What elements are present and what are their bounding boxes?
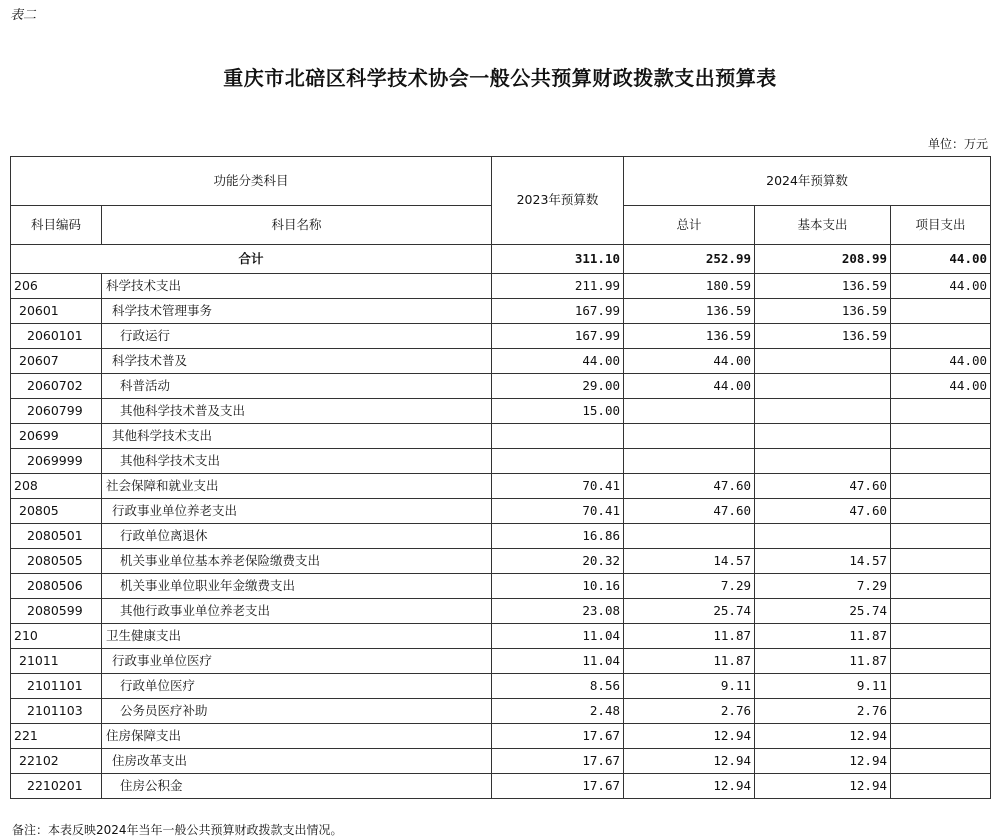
table-row: [11, 349, 991, 374]
document-title: 重庆市北碚区科学技术协会一般公共预算财政拨款支出预算表: [223, 66, 777, 90]
table-number: 表二: [10, 8, 37, 23]
cell-name: 科学技术管理事务: [102, 299, 492, 324]
total-2024-project: 44.00: [891, 245, 991, 274]
cell-2024-project: [891, 524, 991, 549]
cell-name: 住房改革支出: [102, 749, 492, 774]
table-row: [11, 699, 991, 724]
cell-name: 机关事业单位基本养老保险缴费支出: [102, 549, 492, 574]
cell-2024-basic: 11.87: [755, 649, 891, 674]
header-row-1: [11, 157, 991, 206]
cell-code: 2069999: [11, 449, 102, 474]
cell-2023: 29.00: [492, 374, 624, 399]
cell-2023: 16.86: [492, 524, 624, 549]
cell-2024-project: [891, 424, 991, 449]
cell-2024-basic: 12.94: [755, 774, 891, 799]
cell-code: 20607: [11, 349, 102, 374]
cell-2024-total: 25.74: [624, 599, 755, 624]
total-2024-total: 252.99: [624, 245, 755, 274]
table-row: [11, 649, 991, 674]
cell-2024-project: [891, 549, 991, 574]
table-row: [11, 524, 991, 549]
table-row: [11, 674, 991, 699]
table-row: [11, 424, 991, 449]
cell-2024-total: 12.94: [624, 774, 755, 799]
cell-2024-total: 136.59: [624, 324, 755, 349]
header-total: 总计: [624, 206, 755, 245]
cell-2024-basic: 47.60: [755, 474, 891, 499]
cell-2024-total: 11.87: [624, 649, 755, 674]
cell-2024-project: [891, 724, 991, 749]
cell-code: 2080505: [11, 549, 102, 574]
cell-2023: 167.99: [492, 324, 624, 349]
cell-2024-project: 44.00: [891, 374, 991, 399]
cell-name: 其他科学技术支出: [102, 424, 492, 449]
cell-code: 20601: [11, 299, 102, 324]
cell-2024-basic: 136.59: [755, 299, 891, 324]
cell-2024-total: 180.59: [624, 274, 755, 299]
cell-2024-project: [891, 574, 991, 599]
cell-2024-basic: 25.74: [755, 599, 891, 624]
cell-2024-basic: 12.94: [755, 749, 891, 774]
cell-2024-project: [891, 674, 991, 699]
cell-2023: 17.67: [492, 724, 624, 749]
cell-name: 公务员医疗补助: [102, 699, 492, 724]
cell-name: 科普活动: [102, 374, 492, 399]
cell-2024-basic: 2.76: [755, 699, 891, 724]
table-row: [11, 574, 991, 599]
cell-2024-total: [624, 524, 755, 549]
cell-2024-basic: [755, 424, 891, 449]
total-2023: 311.10: [492, 245, 624, 274]
table-row: [11, 374, 991, 399]
table-row: [11, 774, 991, 799]
header-project: 项目支出: [891, 206, 991, 245]
cell-2024-project: [891, 324, 991, 349]
cell-name: 其他科学技术普及支出: [102, 399, 492, 424]
cell-2023: 17.67: [492, 774, 624, 799]
cell-code: 208: [11, 474, 102, 499]
footnote: 备注：本表反映2024年当年一般公共预算财政拨款支出情况。: [12, 823, 343, 837]
cell-2024-project: [891, 699, 991, 724]
header-budget-2024: 2024年预算数: [624, 157, 991, 206]
cell-code: 2060799: [11, 399, 102, 424]
cell-2024-project: [891, 599, 991, 624]
cell-2024-total: 9.11: [624, 674, 755, 699]
table-row: [11, 324, 991, 349]
cell-2024-basic: 136.59: [755, 274, 891, 299]
table-row: [11, 274, 991, 299]
total-2024-basic: 208.99: [755, 245, 891, 274]
cell-2023: 211.99: [492, 274, 624, 299]
cell-name: 住房保障支出: [102, 724, 492, 749]
cell-2023: 70.41: [492, 499, 624, 524]
cell-2023: 15.00: [492, 399, 624, 424]
cell-name: 卫生健康支出: [102, 624, 492, 649]
cell-2024-basic: [755, 349, 891, 374]
cell-2024-total: 7.29: [624, 574, 755, 599]
cell-2024-total: 12.94: [624, 749, 755, 774]
cell-2023: [492, 424, 624, 449]
cell-2024-project: [891, 499, 991, 524]
cell-code: 2060101: [11, 324, 102, 349]
table-row: [11, 724, 991, 749]
cell-name: 行政运行: [102, 324, 492, 349]
cell-2023: 167.99: [492, 299, 624, 324]
cell-name: 科学技术普及: [102, 349, 492, 374]
header-basic: 基本支出: [755, 206, 891, 245]
cell-2024-total: 47.60: [624, 474, 755, 499]
cell-2024-basic: [755, 524, 891, 549]
cell-2024-basic: 136.59: [755, 324, 891, 349]
cell-code: 2101101: [11, 674, 102, 699]
cell-code: 206: [11, 274, 102, 299]
cell-code: 20805: [11, 499, 102, 524]
cell-code: 22102: [11, 749, 102, 774]
cell-2024-basic: [755, 374, 891, 399]
cell-2024-basic: 47.60: [755, 499, 891, 524]
cell-code: 2210201: [11, 774, 102, 799]
cell-name: 住房公积金: [102, 774, 492, 799]
budget-table: [10, 156, 991, 799]
cell-2023: [492, 449, 624, 474]
header-name: 科目名称: [102, 206, 492, 245]
cell-name: 行政事业单位养老支出: [102, 499, 492, 524]
cell-2023: 11.04: [492, 649, 624, 674]
cell-2023: 8.56: [492, 674, 624, 699]
cell-code: 2080599: [11, 599, 102, 624]
cell-2023: 2.48: [492, 699, 624, 724]
cell-2024-basic: 12.94: [755, 724, 891, 749]
table-row: [11, 449, 991, 474]
cell-code: 2080506: [11, 574, 102, 599]
table-row: [11, 499, 991, 524]
cell-2024-project: [891, 624, 991, 649]
cell-code: 2080501: [11, 524, 102, 549]
table-row: [11, 599, 991, 624]
cell-2024-total: 14.57: [624, 549, 755, 574]
cell-2024-project: [891, 649, 991, 674]
cell-name: 行政单位医疗: [102, 674, 492, 699]
cell-2024-project: [891, 449, 991, 474]
cell-2024-total: [624, 449, 755, 474]
cell-2024-project: [891, 749, 991, 774]
cell-2024-basic: [755, 399, 891, 424]
cell-2024-total: 47.60: [624, 499, 755, 524]
cell-2024-total: 44.00: [624, 374, 755, 399]
cell-2023: 17.67: [492, 749, 624, 774]
table-row: [11, 299, 991, 324]
cell-name: 行政单位离退休: [102, 524, 492, 549]
cell-2023: 70.41: [492, 474, 624, 499]
cell-2024-basic: [755, 449, 891, 474]
unit-label: 单位：万元: [927, 137, 988, 151]
cell-2023: 44.00: [492, 349, 624, 374]
cell-2024-project: [891, 399, 991, 424]
cell-code: 221: [11, 724, 102, 749]
cell-2024-basic: 9.11: [755, 674, 891, 699]
cell-2024-total: 136.59: [624, 299, 755, 324]
header-code: 科目编码: [11, 206, 102, 245]
table-row: [11, 474, 991, 499]
cell-2024-basic: 7.29: [755, 574, 891, 599]
cell-2024-project: [891, 299, 991, 324]
cell-name: 科学技术支出: [102, 274, 492, 299]
table-row: [11, 549, 991, 574]
total-row: [11, 245, 991, 274]
cell-2023: 11.04: [492, 624, 624, 649]
cell-name: 社会保障和就业支出: [102, 474, 492, 499]
cell-code: 21011: [11, 649, 102, 674]
cell-2024-total: [624, 399, 755, 424]
cell-2024-basic: 11.87: [755, 624, 891, 649]
header-budget-2023: 2023年预算数: [492, 157, 624, 245]
table-row: [11, 399, 991, 424]
cell-code: 2060702: [11, 374, 102, 399]
cell-name: 其他科学技术支出: [102, 449, 492, 474]
cell-code: 2101103: [11, 699, 102, 724]
cell-2024-total: 12.94: [624, 724, 755, 749]
table-row: [11, 749, 991, 774]
cell-2024-project: [891, 474, 991, 499]
cell-name: 其他行政事业单位养老支出: [102, 599, 492, 624]
cell-name: 机关事业单位职业年金缴费支出: [102, 574, 492, 599]
header-func-class: 功能分类科目: [11, 157, 492, 206]
cell-2024-total: 2.76: [624, 699, 755, 724]
table-row: [11, 624, 991, 649]
cell-2023: 10.16: [492, 574, 624, 599]
cell-2024-project: 44.00: [891, 349, 991, 374]
cell-2024-project: [891, 774, 991, 799]
cell-name: 行政事业单位医疗: [102, 649, 492, 674]
cell-2024-total: 44.00: [624, 349, 755, 374]
cell-code: 20699: [11, 424, 102, 449]
cell-2023: 20.32: [492, 549, 624, 574]
total-label: 合计: [11, 245, 492, 274]
cell-code: 210: [11, 624, 102, 649]
cell-2024-project: 44.00: [891, 274, 991, 299]
cell-2024-total: 11.87: [624, 624, 755, 649]
cell-2024-basic: 14.57: [755, 549, 891, 574]
cell-2024-total: [624, 424, 755, 449]
cell-2023: 23.08: [492, 599, 624, 624]
